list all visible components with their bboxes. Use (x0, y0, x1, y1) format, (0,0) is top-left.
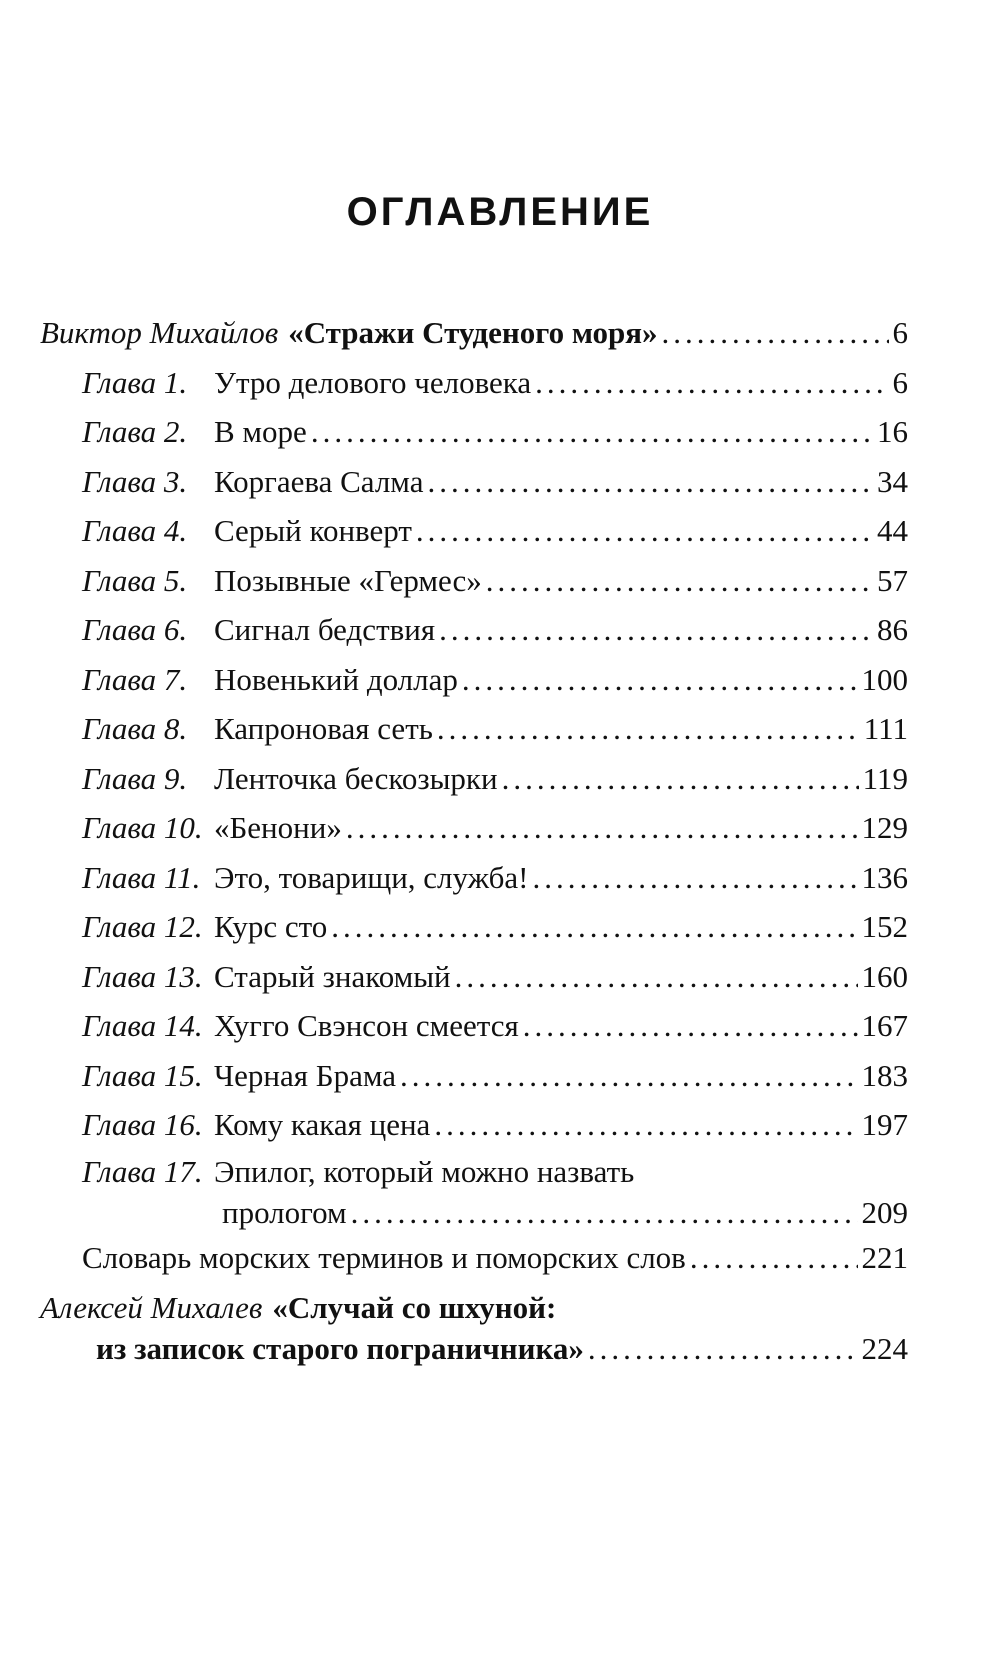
dot-leader (532, 853, 857, 903)
chapter-title: Новенький доллар (214, 661, 458, 697)
book1-author: Виктор Михайлов (40, 315, 279, 350)
page-number: 152 (861, 909, 908, 944)
dot-leader (351, 1193, 858, 1233)
table-of-contents (40, 308, 908, 1369)
dot-leader (416, 506, 873, 556)
page-number: 221 (861, 1239, 908, 1275)
page-title: ОГЛАВЛЕНИЕ (346, 190, 654, 234)
chapter-label: Глава 1. (82, 364, 188, 400)
chapter-title: Это, товарищи, служба! (214, 859, 529, 895)
page-number: 16 (877, 414, 908, 449)
toc-entry-chapter[interactable] (40, 1100, 908, 1150)
toc-entry-book2[interactable] (40, 1286, 908, 1329)
page-number: 167 (861, 1008, 908, 1043)
toc-entry-chapter[interactable] (40, 605, 908, 655)
toc-entry-chapter[interactable] (40, 1051, 908, 1101)
chapter-title: Утро делового человека (214, 364, 532, 400)
page-number: 224 (861, 1331, 908, 1366)
chapter-title: Ленточка бескозырки (214, 760, 498, 796)
toc-entry-book1[interactable] (40, 308, 908, 358)
chapter-label: Глава 5. (82, 562, 188, 598)
book2-author: Алексей Михалев (40, 1290, 263, 1325)
page-number: 136 (861, 859, 908, 895)
chapter-title: Хугго Свэнсон смеется (214, 1008, 519, 1043)
page-number: 197 (861, 1107, 908, 1142)
chapter-title: Капроновая сеть (214, 711, 433, 746)
page-number: 183 (861, 1057, 908, 1093)
page-number: 111 (863, 711, 908, 746)
page-number: 129 (861, 810, 908, 845)
dot-leader (462, 655, 858, 705)
chapter-label: Глава 9. (82, 760, 188, 796)
page-number: 44 (877, 513, 908, 548)
chapter-title: «Бенони» (214, 810, 342, 845)
chapter-title: Курс сто (214, 909, 328, 944)
chapter-label: Глава 12. (82, 909, 203, 944)
chapter-title: Сигнал бедствия (214, 612, 436, 647)
dot-leader (400, 1051, 858, 1101)
chapter-title: Старый знакомый (214, 958, 451, 994)
chapter-title: Коргаева Салма (214, 463, 424, 499)
dictionary-title: Словарь морских терминов и поморских слов (82, 1239, 686, 1275)
page-number: 57 (877, 562, 908, 598)
chapter-label: Глава 8. (82, 711, 188, 746)
toc-entry-chapter[interactable] (40, 457, 908, 507)
toc-entry-chapter[interactable] (40, 902, 908, 952)
dot-leader (690, 1233, 858, 1283)
dot-leader (523, 1001, 858, 1051)
chapter-label: Глава 6. (82, 612, 188, 647)
toc-entry-chapter-17[interactable] (40, 1150, 908, 1193)
book1-title: «Стражи Студеного моря» (288, 315, 658, 350)
toc-entry-chapter[interactable] (40, 407, 908, 457)
dot-leader (662, 308, 889, 358)
page-number: 119 (862, 760, 908, 796)
chapter-label: Глава 16. (82, 1107, 203, 1142)
chapter-label: Глава 17. (82, 1153, 203, 1189)
toc-entry-chapter[interactable] (40, 952, 908, 1002)
chapter-title: Кому какая цена (214, 1107, 431, 1142)
chapter-title-line2: прологом (222, 1194, 347, 1230)
dot-leader (346, 803, 858, 853)
toc-entry-chapter[interactable] (40, 556, 908, 606)
toc-entry-chapter[interactable] (40, 853, 908, 903)
page-number: 86 (877, 612, 908, 647)
chapter-label: Глава 14. (82, 1008, 203, 1043)
dot-leader (588, 1329, 858, 1369)
toc-entry-chapter[interactable] (40, 704, 908, 754)
page-number: 209 (861, 1194, 908, 1230)
toc-entry-chapter-17-continued[interactable] (40, 1193, 908, 1233)
toc-entry-chapter[interactable] (40, 506, 908, 556)
chapter-label: Глава 15. (82, 1057, 203, 1093)
page-number: 6 (892, 364, 908, 400)
dot-leader (434, 1100, 857, 1150)
toc-entry-chapter[interactable] (40, 754, 908, 804)
dot-leader (427, 457, 873, 507)
chapter-label: Глава 13. (82, 958, 203, 994)
chapter-title: Серый конверт (214, 513, 412, 548)
chapter-title: Черная Брама (214, 1057, 396, 1093)
book2-title-line2: из записок старого пограничника» (96, 1331, 584, 1366)
dot-leader (455, 952, 858, 1002)
dot-leader (535, 358, 888, 408)
dot-leader (437, 704, 860, 754)
page-number: 34 (877, 463, 908, 499)
chapter-label: Глава 10. (82, 810, 203, 845)
page-number: 160 (861, 958, 908, 994)
toc-entry-book2-continued[interactable] (40, 1329, 908, 1369)
dot-leader (311, 407, 873, 457)
toc-entry-chapter[interactable] (40, 655, 908, 705)
toc-entry-dictionary[interactable] (40, 1233, 908, 1283)
dot-leader (439, 605, 873, 655)
dot-leader (502, 754, 859, 804)
toc-entry-chapter[interactable] (40, 803, 908, 853)
chapter-title: В море (214, 414, 307, 449)
page-number: 6 (892, 315, 908, 350)
chapter-label: Глава 3. (82, 463, 188, 499)
chapter-title: Позывные «Гермес» (214, 562, 482, 598)
toc-entry-chapter[interactable] (40, 358, 908, 408)
chapter-label: Глава 4. (82, 513, 188, 548)
chapter-label: Глава 11. (82, 859, 201, 895)
page-number: 100 (861, 661, 908, 697)
dot-leader (331, 902, 857, 952)
book2-title-line1: «Случай со шхуной: (272, 1290, 557, 1325)
chapter-label: Глава 2. (82, 414, 188, 449)
toc-entry-chapter[interactable] (40, 1001, 908, 1051)
chapter-label: Глава 7. (82, 661, 188, 697)
dot-leader (486, 556, 873, 606)
chapter-title-line1: Эпилог, который можно назвать (214, 1153, 635, 1189)
chapter-list (40, 358, 908, 1150)
